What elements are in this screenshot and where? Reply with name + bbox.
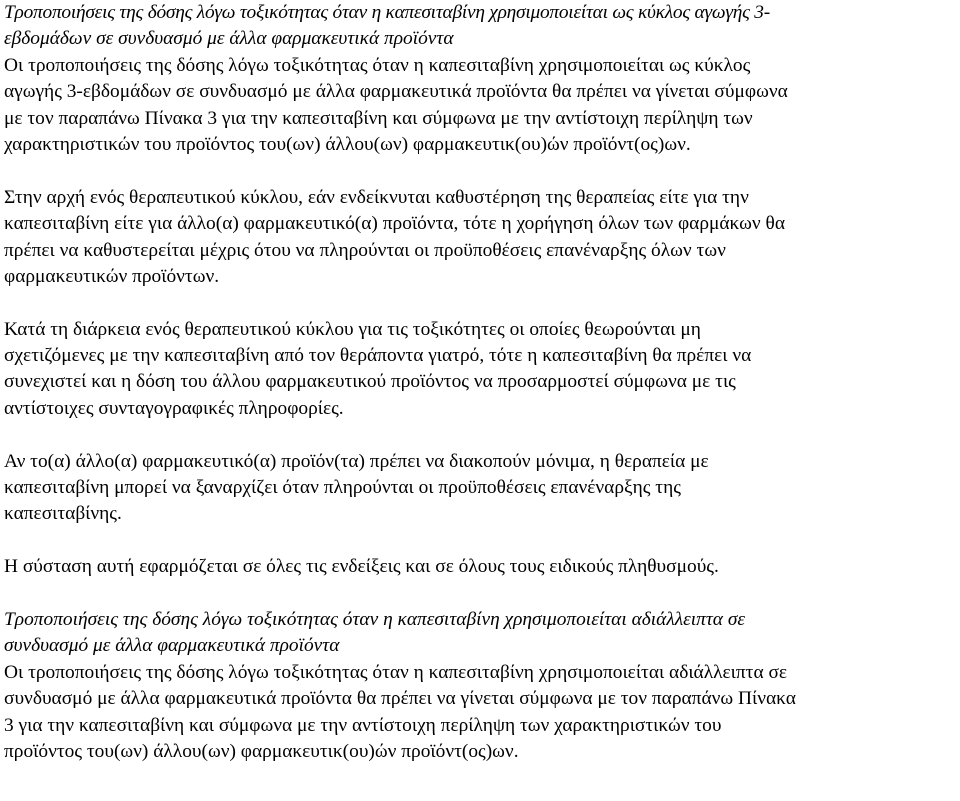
body-line: 3 για την καπεσιταβίνη και σύμφωνα με την αντίστοιχη περίληψη των χαρακτηριστικών του xyxy=(4,714,722,736)
body-line: Κατά τη διάρκεια ενός θεραπευτικού κύκλου για τις τοξικότητες οι οποίες θεωρούνται μη xyxy=(4,318,701,340)
heading-line: εβδομάδων σε συνδυασμό με άλλα φαρμακευτικά προϊόντα xyxy=(4,28,454,50)
body-line: με τον παραπάνω Πίνακα 3 για την καπεσιταβίνη και σύμφωνα με την αντίστοιχη περίληψη των xyxy=(4,107,753,129)
body-line: συνεχιστεί και η δόση του άλλου φαρμακευτικού προϊόντος να προσαρμοστεί σύμφωνα με τις xyxy=(4,371,736,393)
body-line: αγωγής 3-εβδομάδων σε συνδυασμό με άλλα φαρμακευτικά προϊόντα θα πρέπει να γίνεται σύμφωνα xyxy=(4,81,788,103)
paragraph-unrelated-toxicities xyxy=(4,317,958,423)
paragraph-permanent-discontinuation xyxy=(4,449,958,528)
body-line: συνδυασμό με άλλα φαρμακευτικά προϊόντα θα πρέπει να γίνεται σύμφωνα με τον παραπάνω Πίνακα xyxy=(4,688,796,710)
body-line: σχετιζόμενες με την καπεσιταβίνη από τον θεράποντα γιατρό, τότε η καπεσιταβίνη θα πρέπει να xyxy=(4,345,752,367)
body-line: Στην αρχή ενός θεραπευτικού κύκλου, εάν ενδείκνυται καθυστέρηση της θεραπείας είτε για την xyxy=(4,186,749,208)
paragraph-spacer xyxy=(4,158,958,184)
heading-line: Τροποποιήσεις της δόσης λόγω τοξικότητας όταν η καπεσιταβίνη χρησιμοποιείται αδιάλλειπτα σε xyxy=(4,608,746,630)
section-heading xyxy=(4,0,958,53)
paragraph-treatment-delay xyxy=(4,185,958,291)
body-line: φαρμακευτικών προϊόντων. xyxy=(4,265,220,287)
body-line: καπεσιταβίνη είτε για άλλο(α) φαρμακευτικό(α) προϊόντα, τότε η χορήγηση όλων των φαρμάκων θα xyxy=(4,213,785,235)
section-continuous-combination xyxy=(4,607,958,765)
body-line: πρέπει να καθυστερείται μέχρις ότου να πληρούνται οι προϋποθέσεις επανέναρξης όλων των xyxy=(4,239,726,261)
heading-line: συνδυασμό με άλλα φαρμακευτικά προϊόντα xyxy=(4,635,340,657)
paragraph-spacer xyxy=(4,581,958,607)
section-heading xyxy=(4,607,958,660)
body-line: Η σύσταση αυτή εφαρμόζεται σε όλες τις ενδείξεις και σε όλους τους ειδικούς πληθυσμούς. xyxy=(4,556,719,578)
heading-line: Τροποποιήσεις της δόσης λόγω τοξικότητας όταν η καπεσιταβίνη χρησιμοποιείται ως κύκλος αγωγής 3- xyxy=(4,2,770,23)
section-continuous-3-week xyxy=(4,0,958,158)
body-line: αντίστοιχες συνταγογραφικές πληροφορίες. xyxy=(4,397,344,419)
section-body xyxy=(4,660,958,766)
body-line: Οι τροποποιήσεις της δόσης λόγω τοξικότητας όταν η καπεσιταβίνη χρησιμοποιείται αδιάλλειπτα σε xyxy=(4,661,788,683)
paragraph-recommendation-scope xyxy=(4,554,958,580)
body-line: καπεσιταβίνης. xyxy=(4,503,122,525)
paragraph-spacer xyxy=(4,528,958,554)
document-page xyxy=(4,0,958,765)
paragraph-spacer xyxy=(4,290,958,316)
body-line: καπεσιταβίνη μπορεί να ξαναρχίζει όταν πληρούνται οι προϋποθέσεις επανέναρξης της xyxy=(4,477,681,499)
section-body xyxy=(4,53,958,159)
body-line: Οι τροποποιήσεις της δόσης λόγω τοξικότητας όταν η καπεσιταβίνη χρησιμοποιείται ως κύκλος xyxy=(4,54,751,76)
body-line: προϊόντος του(ων) άλλου(ων) φαρμακευτικ(ου)ών προϊόντ(ος)ων. xyxy=(4,740,519,762)
body-line: χαρακτηριστικών του προϊόντος του(ων) άλλου(ων) φαρμακευτικ(ου)ών προϊόντ(ος)ων. xyxy=(4,133,691,155)
body-line: Αν το(α) άλλο(α) φαρμακευτικό(α) προϊόν(τα) πρέπει να διακοπούν μόνιμα, η θεραπεία με xyxy=(4,450,709,472)
paragraph-spacer xyxy=(4,422,958,448)
